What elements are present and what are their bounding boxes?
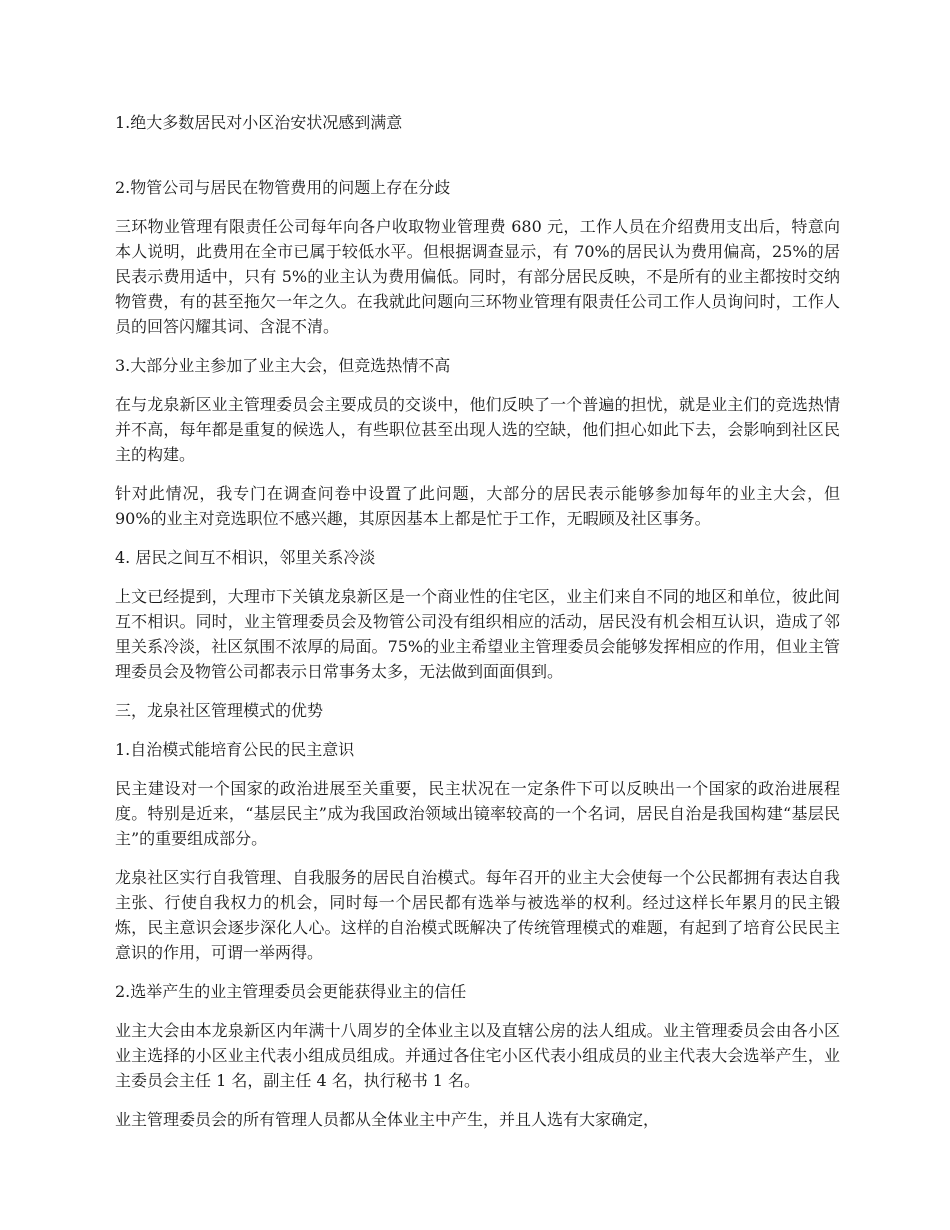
paragraph-democracy: 民主建设对一个国家的政治进展至关重要，民主状况在一定条件下可以反映出一个国家的政治进展程度。特别是近来，“基层民主”成为我国政治领域出镜率较高的一个名词，居民自治是我国构建“基层民主”的重要组成部分。 (115, 779, 840, 848)
section-heading-2: 2.物管公司与居民在物管费用的问题上存在分歧 (115, 178, 451, 197)
paragraph-election-concern: 在与龙泉新区业主管理委员会主要成员的交谈中，他们反映了一个普遍的担忧，就是业主们的竞选热情并不高，每年都是重复的候选人，有些职位甚至出现人选的空缺，他们担心如此下去，会影响到社区民主的构建。 (115, 395, 840, 464)
section-heading-autonomy: 1.自治模式能培育公民的民主意识 (115, 740, 355, 759)
chapter-heading-advantages: 三，龙泉社区管理模式的优势 (115, 701, 324, 720)
paragraph-managers: 业主管理委员会的所有管理人员都从全体业主中产生，并且人选有大家确定， (115, 1110, 660, 1129)
paragraph-neighbors: 上文已经提到，大理市下关镇龙泉新区是一个商业性的住宅区，业主们来自不同的地区和单位，彼此间互不相识。同时，业主管理委员会及物管公司没有组织相应的活动，居民没有机会相互认识，造成了邻里关系冷淡，社区氛围不浓厚的局面。75%的业主希望业主管理委员会能够发挥相应的作用，但业主管理委员会及物管公司都表示日常事务太多，无法做到面面俱到。 (115, 587, 840, 681)
section-heading-3: 3.大部分业主参加了业主大会，但竞选热情不高 (115, 356, 451, 375)
section-heading-1: 1.绝大多数居民对小区治安状况感到满意 (115, 113, 403, 132)
section-heading-trust: 2.选举产生的业主管理委员会更能获得业主的信任 (115, 982, 467, 1001)
paragraph-fees: 三环物业管理有限责任公司每年向各户收取物业管理费 680 元，工作人员在介绍费用支出后，特意向本人说明，此费用在全市已属于较低水平。但根据调查显示，有 70%的居民认为费用偏高，25%的居民表示费用适中，只有 5%的业主认为费用偏低。同时，有部分居民反映，不是所有的业主都按时交纳物管费，有的甚至拖欠一年之久。在我就此问题向三环物业管理有限责任公司工作人员询问时，工作人员的回答闪耀其词、含混不清。 (115, 217, 840, 336)
section-heading-4: 4. 居民之间互不相识，邻里关系冷淡 (115, 548, 376, 567)
document-body (115, 110, 840, 1132)
paragraph-owners-assembly: 业主大会由本龙泉新区内年满十八周岁的全体业主以及直辖公房的法人组成。业主管理委员会由各小区业主选择的小区业主代表小组成员组成。并通过各住宅小区代表小组成员的业主代表大会选举产生，业主委员会主任 1 名，副主任 4 名，执行秘书 1 名。 (115, 1021, 840, 1090)
paragraph-survey: 针对此情况，我专门在调查问卷中设置了此问题，大部分的居民表示能够参加每年的业主大会，但 90%的业主对竞选职位不感兴趣，其原因基本上都是忙于工作，无暇顾及社区事务。 (115, 484, 840, 528)
paragraph-self-governance: 龙泉社区实行自我管理、自我服务的居民自治模式。每年召开的业主大会使每一个公民都拥有表达自我主张、行使自我权力的机会，同时每一个居民都有选举与被选举的权利。经过这样长年累月的民主锻炼，民主意识会逐步深化人心。这样的自治模式既解决了传统管理模式的难题，有起到了培育公民民主意识的作用，可谓一举两得。 (115, 868, 840, 962)
